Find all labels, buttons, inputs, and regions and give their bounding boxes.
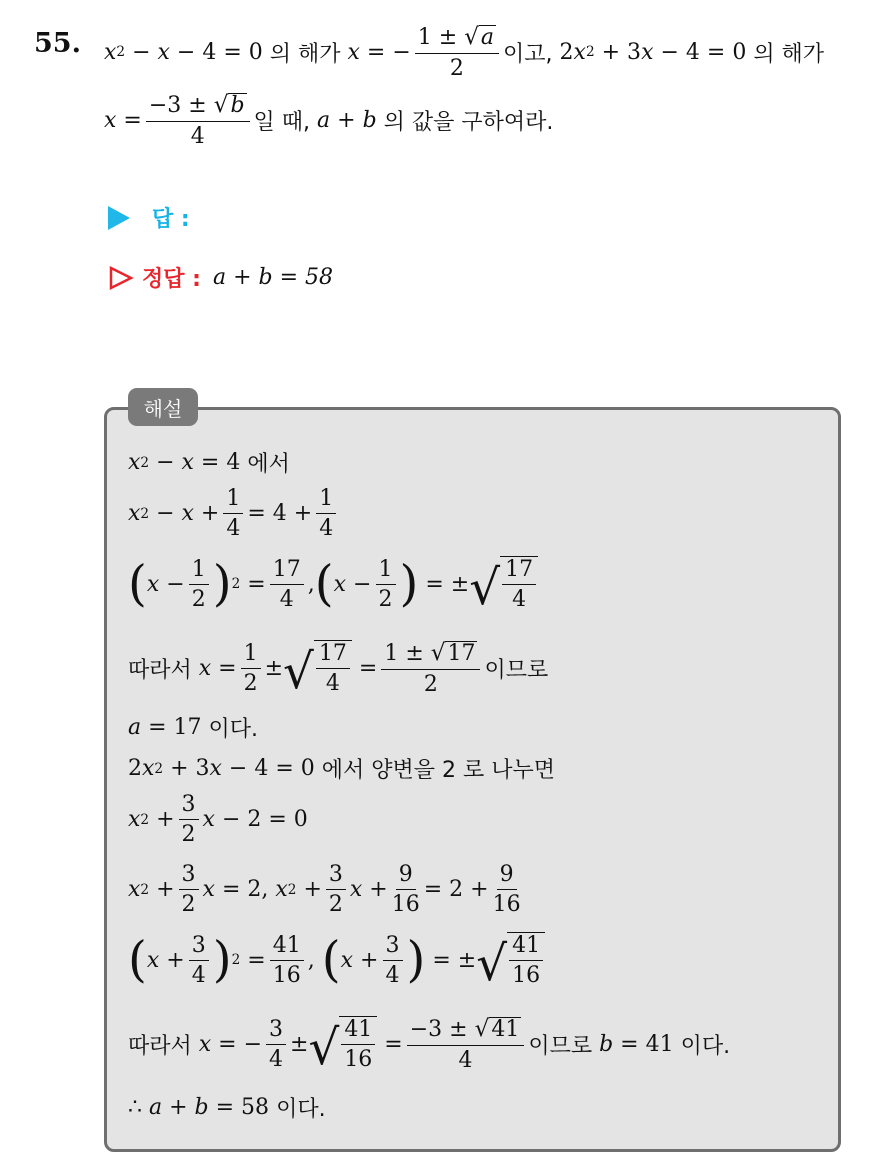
sol-line-1: x 2 − x = 4 에서 xyxy=(128,447,290,478)
sol-line-9: ( x + $\frac{3}{4}$ ) 2 = $\frac{41}{16}$ , ( x + $\frac{3}{4}$ ) = ± √ $\frac{41}{16}$ xyxy=(128,932,545,989)
sol-text-ida3: 이다. xyxy=(276,1097,326,1122)
play-triangle-icon xyxy=(108,206,130,230)
sol-line-8: x 2 + $\frac{3}{2}$ x = 2, x 2 + $\frac{3}{2}$ x + $\frac{9}{16}$ = 2 + $\frac{9}{16}$ xyxy=(128,862,521,918)
sol-line-7: x 2 + $\frac{3}{2}$ x − 2 = 0 xyxy=(128,792,308,848)
problem-text-when: 일 때, xyxy=(253,109,311,135)
problem-number: 55. xyxy=(34,28,81,59)
problem-text-solution2: 의 해가 xyxy=(753,41,825,67)
answer-row xyxy=(108,202,190,233)
sol-line-4: 따라서 x = $\frac{1}{2}$ ± √ $\frac{17}{4}$ = 1 ± √ 17 2 이므로 xyxy=(128,640,549,701)
correct-answer-row xyxy=(108,262,333,293)
sol-line-3: ( x − $\frac{1}{2}$ ) 2 = $\frac{17}{4}$ , ( x − $\frac{1}{2}$ ) = ± √ $\frac{17}{4}$ xyxy=(128,556,538,613)
sol-line-11: ∴ a + b = 58 이다. xyxy=(128,1092,326,1123)
sol-line-5: a = 17 이다. xyxy=(128,712,258,743)
sol-text-eseo2: 에서 양변을 2 로 나누면 xyxy=(321,758,556,783)
sol-text-ttaraseo2: 따라서 xyxy=(128,1033,192,1059)
sol-text-eseo1: 에서 xyxy=(247,452,290,477)
sol-line-2: x 2 − x + $\frac{1}{4}$ = 4 + $\frac{1}{4}$ xyxy=(128,486,340,542)
sol-text-ida1: 이다. xyxy=(208,717,259,742)
problem-text-then: 이고, xyxy=(503,41,553,67)
problem-text-ask: 의 값을 구하여라. xyxy=(383,109,554,135)
answer-label: 답 : xyxy=(152,207,190,232)
correct-label: 정답 : xyxy=(142,267,201,292)
sol-text-ttaraseo1: 따라서 xyxy=(128,657,192,683)
sol-text-imeuro1: 이므로 xyxy=(484,657,549,683)
sol-line-10: 따라서 x = − $\frac{3}{4}$ ± √ $\frac{41}{16}$ = −3 ± √ 41 4 이므로 b = 41 이다. xyxy=(128,1016,731,1077)
sol-line-6: 2 x 2 + 3 x − 4 = 0 에서 양변을 2 로 나누면 xyxy=(128,753,555,784)
problem-line-1: x 2 − x − 4 = 0 의 해가 x = − 1 ± √ a 2 이고, 2 x 2 + 3 x − 4 = 0 의 해가 xyxy=(104,24,825,81)
sol-text-ida2: 이다. xyxy=(680,1033,731,1059)
outline-triangle-icon xyxy=(108,265,134,291)
solution-tag: 해설 xyxy=(128,388,198,426)
problem-text-solution1: 의 해가 xyxy=(269,41,341,67)
correct-value: a + b = 58 xyxy=(212,265,334,290)
problem-line-2: x = −3 ± √ b 4 일 때, a + b 의 값을 구하여라. xyxy=(104,92,554,149)
sol-text-imeuro2: 이므로 xyxy=(528,1033,593,1059)
